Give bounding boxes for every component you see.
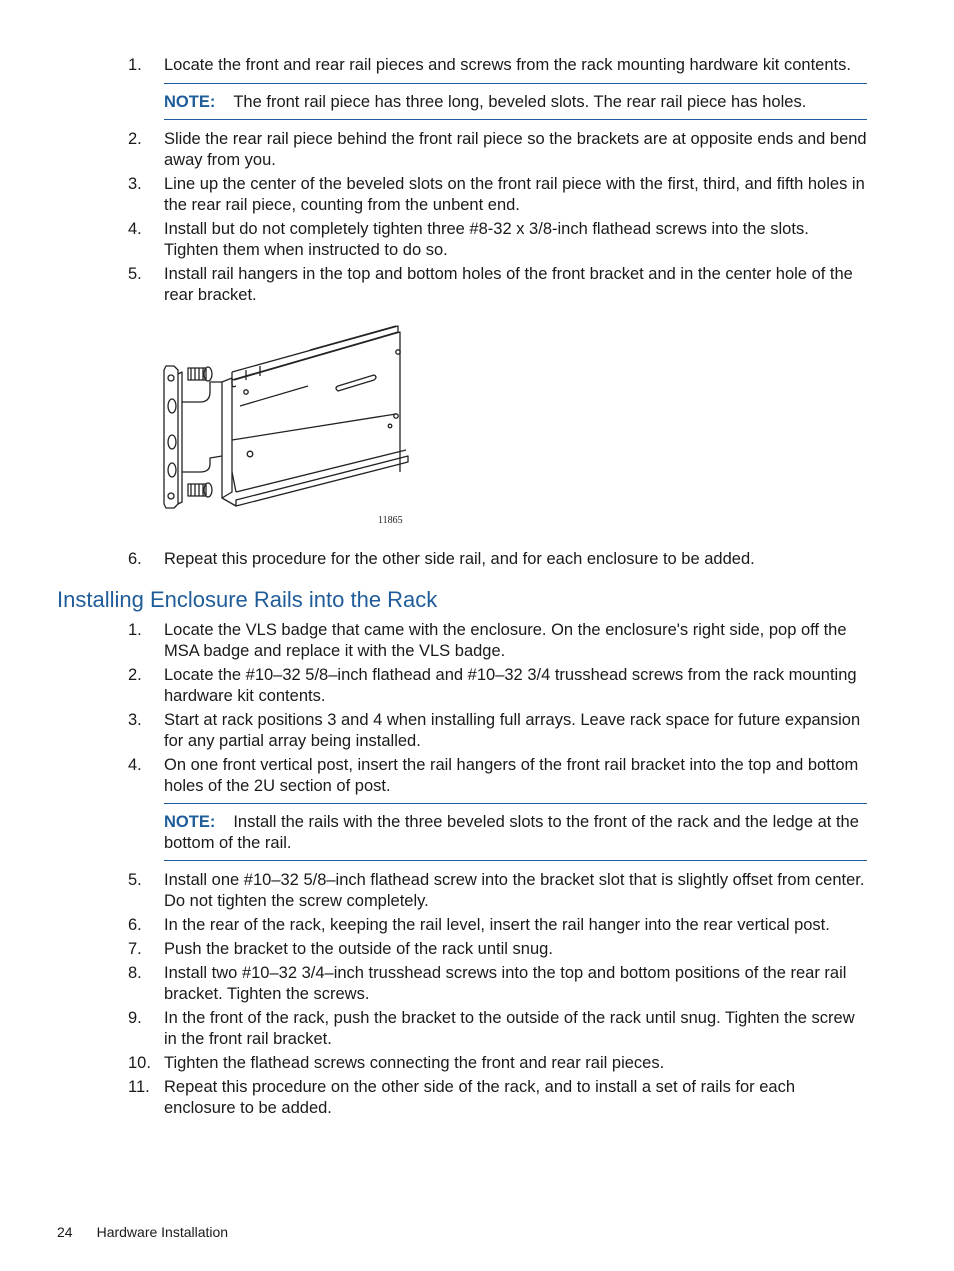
step-text: Repeat this procedure for the other side rail, and for each enclosure to be added. — [164, 550, 755, 568]
rail-assembly-figure — [160, 322, 420, 532]
list-item — [0, 710, 867, 752]
step-number: 6. — [128, 916, 142, 934]
step-text: Start at rack positions 3 and 4 when installing full arrays. Leave rack space for future expansion for any partial array being installed. — [164, 711, 861, 750]
step-text: Tighten the flathead screws connecting the front and rear rail pieces. — [164, 1054, 665, 1072]
list-item — [0, 1008, 867, 1050]
step-text: Install two #10–32 3/4–inch trusshead screws into the top and bottom positions of the rear rail bracket. Tighten the screws. — [164, 964, 847, 1003]
list-item — [0, 939, 867, 960]
list-item — [0, 219, 867, 261]
section-heading: Installing Enclosure Rails into the Rack — [57, 587, 438, 612]
step-text: Push the bracket to the outside of the rack until snug. — [164, 940, 553, 958]
list-item — [0, 55, 867, 76]
step-text: Slide the rear rail piece behind the front rail piece so the brackets are at opposite ends and bend away from you. — [164, 130, 867, 169]
step-text: On one front vertical post, insert the rail hangers of the front rail bracket into the top and bottom holes of the 2U section of post. — [164, 756, 859, 795]
list-item — [0, 755, 867, 797]
footer-section-title: Hardware Installation — [96, 1224, 229, 1240]
step-number: 8. — [128, 964, 142, 982]
note-text: Install the rails with the three beveled slots to the front of the rack and the ledge at the bottom of the rail. — [164, 813, 859, 852]
steps-list-c — [0, 549, 954, 570]
note-label: NOTE: — [164, 93, 216, 111]
step-number: 3. — [128, 711, 142, 729]
page-footer — [57, 1222, 228, 1242]
figure-label: 11865 — [378, 515, 403, 526]
step-number: 9. — [128, 1009, 142, 1027]
step-text: Locate the VLS badge that came with the enclosure. On the enclosure's right side, pop off the MSA badge and replace it with the VLS badge. — [164, 621, 847, 660]
steps-list-a — [0, 55, 954, 76]
steps-list-d — [0, 620, 954, 797]
note-box — [164, 83, 867, 120]
list-item — [0, 963, 867, 1005]
step-text: Install but do not completely tighten three #8-32 x 3/8-inch flathead screws into the slots. Tighten them when instructed to do so. — [164, 220, 809, 259]
step-text: Line up the center of the beveled slots on the front rail piece with the first, third, and fifth holes in the rear rail piece, counting from the unbent end. — [164, 175, 865, 214]
note-text: The front rail piece has three long, beveled slots. The rear rail piece has holes. — [233, 93, 807, 111]
note-label: NOTE: — [164, 813, 216, 831]
steps-list-e — [0, 870, 954, 1119]
list-item — [0, 549, 867, 570]
list-item — [0, 1077, 867, 1119]
step-text: Locate the #10–32 5/8–inch flathead and #10–32 3/4 trusshead screws from the rack mounting hardware kit contents. — [164, 666, 857, 705]
step-number: 2. — [128, 130, 142, 148]
step-text: Locate the front and rear rail pieces and screws from the rack mounting hardware kit contents. — [164, 56, 851, 74]
list-item — [0, 174, 867, 216]
step-number: 4. — [128, 220, 142, 238]
list-item — [0, 129, 867, 171]
step-text: Repeat this procedure on the other side of the rack, and to install a set of rails for each enclosure to be added. — [164, 1078, 796, 1117]
step-number: 6. — [128, 550, 142, 568]
step-number: 2. — [128, 666, 142, 684]
step-text: Install rail hangers in the top and bottom holes of the front bracket and in the center hole of the rear bracket. — [164, 265, 853, 304]
list-item — [0, 264, 867, 306]
rail-assembly-illustration — [160, 322, 420, 532]
step-number: 1. — [128, 621, 142, 639]
list-item — [0, 870, 867, 912]
step-text: In the front of the rack, push the bracket to the outside of the rack until snug. Tighten the screw in the front rail bracket. — [164, 1009, 855, 1048]
step-text: Install one #10–32 5/8–inch flathead screw into the bracket slot that is slightly offset from center. Do not tighten the screw completely. — [164, 871, 865, 910]
step-number: 11. — [128, 1078, 150, 1096]
step-number: 1. — [128, 56, 142, 74]
list-item — [0, 1053, 867, 1074]
step-number: 7. — [128, 940, 142, 958]
steps-list-b — [0, 129, 954, 306]
list-item — [0, 915, 867, 936]
list-item — [0, 620, 867, 662]
page-number: 24 — [57, 1224, 73, 1240]
step-number: 3. — [128, 175, 142, 193]
note-box — [164, 803, 867, 861]
step-text: In the rear of the rack, keeping the rail level, insert the rail hanger into the rear vertical post. — [164, 916, 830, 934]
step-number: 10. — [128, 1054, 151, 1072]
step-number: 5. — [128, 871, 142, 889]
list-item — [0, 665, 867, 707]
step-number: 5. — [128, 265, 142, 283]
step-number: 4. — [128, 756, 142, 774]
